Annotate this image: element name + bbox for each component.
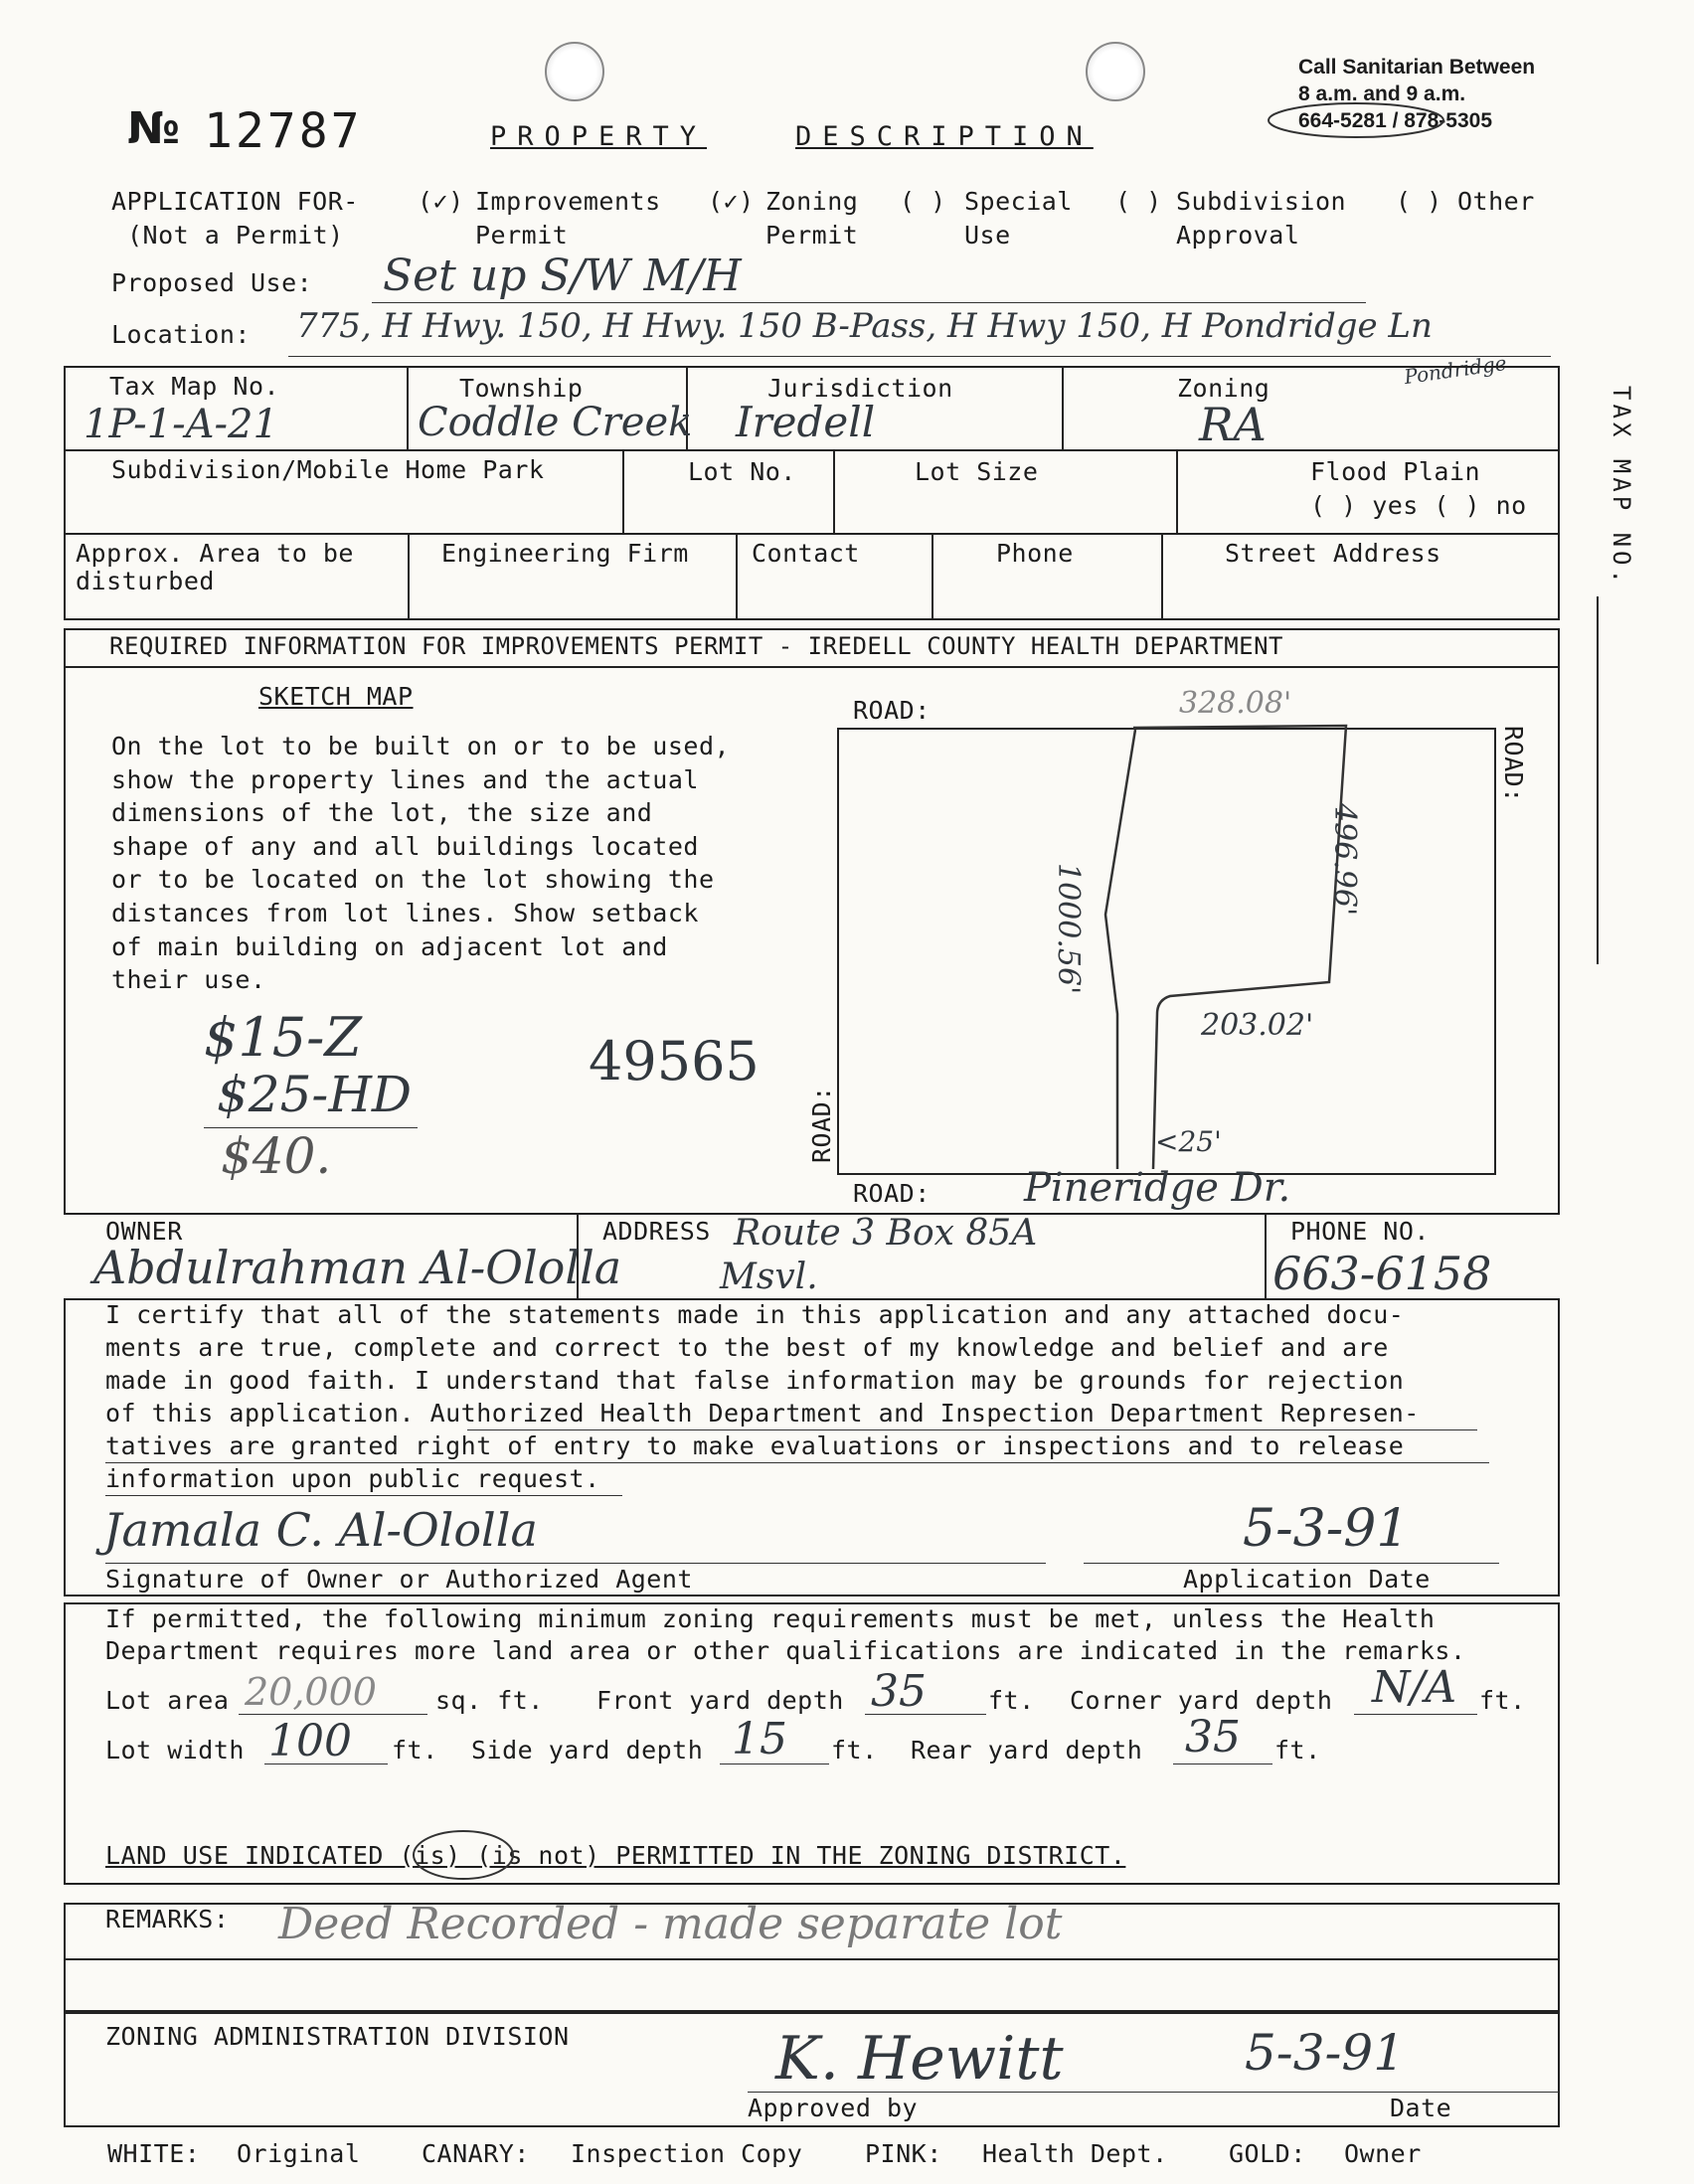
flood-plain-label: Flood Plain xyxy=(1310,457,1481,486)
corner-ft-label: ft. xyxy=(1479,1686,1526,1715)
use-label: Use xyxy=(964,221,1011,250)
rear-yard-label: Rear yard depth xyxy=(911,1736,1143,1764)
lot-area-label: Lot area xyxy=(105,1686,230,1715)
flood-plain-options[interactable]: ( ) yes ( ) no xyxy=(1310,491,1527,520)
certification-line: ments are true, complete and correct to the best of my knowledge and belief and are xyxy=(105,1333,1389,1362)
lot-no-label: Lot No. xyxy=(688,457,796,486)
footer-white-value: Original xyxy=(237,2139,361,2168)
township-value[interactable]: Coddle Creek xyxy=(418,400,693,445)
area-disturbed-label-2: disturbed xyxy=(76,567,215,595)
road-label-right: ROAD: xyxy=(1499,726,1528,803)
grid-col-divider xyxy=(408,533,410,620)
jurisdiction-label: Jurisdiction xyxy=(767,374,953,403)
lot-size-label: Lot Size xyxy=(915,457,1039,486)
punch-hole-right xyxy=(1086,42,1145,101)
approved-by-label: Approved by xyxy=(748,2094,919,2122)
instruction-line: distances from lot lines. Show setback xyxy=(111,898,699,927)
application-for-label: APPLICATION FOR- xyxy=(111,187,359,216)
not-a-permit-label: (Not a Permit) xyxy=(127,221,344,250)
tax-map-side-line xyxy=(1597,596,1599,964)
tax-map-value[interactable]: 1P-1-A-21 xyxy=(84,402,278,447)
location-line xyxy=(288,356,1551,357)
footer-white-label: WHITE: xyxy=(107,2139,201,2168)
address-line2[interactable]: Msvl. xyxy=(720,1257,818,1297)
instruction-line: On the lot to be built on or to be used, xyxy=(111,732,731,760)
fee-zoning: $15-Z xyxy=(204,1006,362,1069)
sketch-map-title: SKETCH MAP xyxy=(258,682,414,711)
corner-yard-label: Corner yard depth xyxy=(1070,1686,1333,1715)
proposed-use-line xyxy=(372,302,1366,303)
certification-line: I certify that all of the statements made in this application and any attached docu- xyxy=(105,1300,1405,1329)
improvements-label: Improvements xyxy=(475,187,661,216)
footer-canary-label: CANARY: xyxy=(422,2139,530,2168)
footer-gold-label: GOLD: xyxy=(1229,2139,1306,2168)
signature-label: Signature of Owner or Authorized Agent xyxy=(105,1565,693,1594)
is-circle-mark[interactable] xyxy=(406,1825,525,1885)
sketch-instructions xyxy=(111,730,730,997)
lot-width-label: Lot width xyxy=(105,1736,245,1764)
lot-outline-drawing xyxy=(837,716,1513,1193)
signature-line xyxy=(105,1563,1046,1564)
fee-health-dept: $25-HD xyxy=(217,1066,413,1123)
instruction-line: their use. xyxy=(111,965,266,995)
grid-col-divider xyxy=(833,449,835,533)
fee-total: $40. xyxy=(221,1127,332,1185)
lot-area-value[interactable]: 20,000 xyxy=(245,1670,377,1714)
footer-canary-value: Inspection Copy xyxy=(571,2139,803,2168)
engineering-firm-label: Engineering Firm xyxy=(441,539,689,568)
call-sanitarian-line1: Call Sanitarian Between xyxy=(1298,56,1536,79)
authorized-underline xyxy=(105,1462,1489,1463)
application-date-value[interactable]: 5-3-91 xyxy=(1243,1499,1410,1559)
township-label: Township xyxy=(459,374,584,403)
form-number-symbol: № xyxy=(127,103,180,154)
road-label-left: ROAD: xyxy=(807,1086,836,1163)
owner-label: OWNER xyxy=(105,1217,183,1246)
rear-yard-value[interactable]: 35 xyxy=(1185,1712,1241,1763)
dimension-left: 1000.56' xyxy=(1051,863,1086,995)
stamp-number: 49565 xyxy=(589,1030,760,1092)
application-date-line xyxy=(1084,1563,1499,1564)
punch-hole-left xyxy=(545,42,604,101)
dimension-middle: 203.02' xyxy=(1201,1008,1314,1043)
remarks-value[interactable]: Deed Recorded - made separate lot xyxy=(278,1899,1063,1949)
location-label: Location: xyxy=(111,320,251,349)
dimension-top: 328.08' xyxy=(1179,686,1292,721)
instruction-line: show the property lines and the actual xyxy=(111,764,699,794)
grid-col-divider xyxy=(1176,449,1178,533)
grid-col-divider xyxy=(407,366,409,449)
side-yard-label: Side yard depth xyxy=(471,1736,704,1764)
road-bottom-name: Pineridge Dr. xyxy=(1024,1165,1291,1211)
form-number: 12787 xyxy=(204,103,363,159)
dimension-bottom: <25' xyxy=(1155,1125,1222,1158)
title-description: DESCRIPTION xyxy=(795,121,1094,152)
grid-row-divider-2 xyxy=(64,533,1560,535)
certification-line: information upon public request. xyxy=(105,1464,600,1493)
improvements-permit-checkbox[interactable]: (✓) xyxy=(418,187,464,216)
front-ft-label: ft. xyxy=(988,1686,1035,1715)
application-date-label: Application Date xyxy=(1183,1565,1431,1594)
special-label: Special xyxy=(964,187,1073,216)
authorized-underline xyxy=(467,1429,1477,1430)
certification-text xyxy=(105,1298,1420,1495)
area-disturbed-label: Approx. Area to be xyxy=(76,539,354,568)
land-use-statement: LAND USE INDICATED (is) (is not) PERMITTED IN THE ZONING DISTRICT. xyxy=(105,1841,1126,1870)
zoning-field-label: Zoning xyxy=(1177,374,1270,403)
remarks-line xyxy=(64,1958,1560,1960)
location-extra-note: Pondridge xyxy=(1402,350,1508,390)
owner-signature[interactable]: Jamala C. Al-Ololla xyxy=(103,1503,538,1557)
jurisdiction-value[interactable]: Iredell xyxy=(736,398,876,446)
zoning-req-line1: If permitted, the following minimum zoning requirements must be met, unless the Health xyxy=(105,1604,1436,1633)
instruction-line: dimensions of the lot, the size and xyxy=(111,798,653,828)
proposed-use-value[interactable]: Set up S/W M/H xyxy=(383,251,742,301)
subdivision-label: Subdivision xyxy=(1176,187,1347,216)
certification-line: tatives are granted right of entry to make evaluations or inspections and to release xyxy=(105,1431,1405,1460)
call-sanitarian-line2: 8 a.m. and 9 a.m. xyxy=(1298,83,1466,105)
tax-map-side-label: TAX MAP NO. xyxy=(1608,386,1635,588)
proposed-use-label: Proposed Use: xyxy=(111,268,313,297)
corner-yard-value[interactable]: N/A xyxy=(1372,1662,1457,1713)
phone-no-value[interactable]: 663-6158 xyxy=(1272,1247,1492,1300)
tax-map-label: Tax Map No. xyxy=(109,372,280,401)
lot-area-line xyxy=(239,1714,427,1715)
zoning-permit-label: Permit xyxy=(765,221,859,250)
subdivision-approval-checkbox[interactable]: ( ) xyxy=(1115,187,1162,216)
certification-line: of this application. Authorized Health Department and Inspection Department Represen- xyxy=(105,1399,1420,1428)
grid-col-divider xyxy=(1062,366,1064,449)
other-label: Other xyxy=(1457,187,1535,216)
approval-line xyxy=(748,2092,1559,2093)
dimension-right: 496.96' xyxy=(1327,803,1362,917)
improvements-header-divider xyxy=(64,666,1560,668)
zoning-value[interactable]: RA xyxy=(1199,398,1267,451)
side-ft-label: ft. xyxy=(831,1736,878,1764)
improvements-header: REQUIRED INFORMATION FOR IMPROVEMENTS PERMIT - IREDELL COUNTY HEALTH DEPARTMENT xyxy=(109,632,1283,660)
front-yard-value[interactable]: 35 xyxy=(871,1666,927,1717)
front-yard-label: Front yard depth xyxy=(596,1686,844,1715)
corner-yard-line xyxy=(1354,1714,1477,1715)
authorized-underline xyxy=(105,1495,622,1496)
approved-by-signature[interactable]: K. Hewitt xyxy=(775,2024,1064,2094)
approval-date-label: Date xyxy=(1390,2094,1452,2122)
road-label-bottom: ROAD: xyxy=(853,1179,931,1208)
grid-col-divider xyxy=(622,449,624,533)
zoning-admin-label: ZONING ADMINISTRATION DIVISION xyxy=(105,2022,570,2051)
lot-width-value[interactable]: 100 xyxy=(268,1716,352,1766)
road-label-top: ROAD: xyxy=(853,696,931,725)
address-line1[interactable]: Route 3 Box 85A xyxy=(734,1213,1038,1254)
owner-value[interactable]: Abdulrahman Al-Ololla xyxy=(93,1241,622,1294)
instruction-line: shape of any and all buildings located xyxy=(111,831,699,861)
other-checkbox[interactable]: ( ) xyxy=(1396,187,1442,216)
sqft-label: sq. ft. xyxy=(435,1686,544,1715)
approval-date-value[interactable]: 5-3-91 xyxy=(1245,2024,1406,2082)
grid-col-divider xyxy=(736,533,738,620)
grid-row-divider-1 xyxy=(64,449,1560,451)
approval-label: Approval xyxy=(1176,221,1300,250)
title-property: PROPERTY xyxy=(490,121,708,152)
zoning-permit-checkbox[interactable]: (✓) xyxy=(708,187,755,216)
footer-gold-value: Owner xyxy=(1344,2139,1422,2168)
footer-pink-label: PINK: xyxy=(865,2139,942,2168)
grid-col-divider xyxy=(1161,533,1163,620)
address-label: ADDRESS xyxy=(602,1217,711,1246)
phone-no-label: PHONE NO. xyxy=(1290,1217,1430,1246)
contact-label: Contact xyxy=(752,539,860,568)
instruction-line: of main building on adjacent lot and xyxy=(111,931,668,961)
lot-width-ft-label: ft. xyxy=(392,1736,438,1764)
rear-ft-label: ft. xyxy=(1274,1736,1321,1764)
improvements-permit-label: Permit xyxy=(475,221,569,250)
owner-col-divider xyxy=(1265,1215,1267,1298)
zoning-label: Zoning xyxy=(765,187,859,216)
subdivision-park-label: Subdivision/Mobile Home Park xyxy=(111,455,545,484)
location-value[interactable]: 775, H Hwy. 150, H Hwy. 150 B-Pass, H Hwy 150, H Pondridge Ln xyxy=(296,306,1433,346)
call-sanitarian-phones: 664-5281 / 878-5305 xyxy=(1298,109,1492,132)
footer-pink-value: Health Dept. xyxy=(982,2139,1168,2168)
phone-circle-mark xyxy=(1265,95,1463,145)
instruction-line: or to be located on the lot showing the xyxy=(111,865,715,895)
grid-col-divider xyxy=(932,533,933,620)
street-address-label: Street Address xyxy=(1225,539,1441,568)
special-use-checkbox[interactable]: ( ) xyxy=(900,187,946,216)
certification-line: made in good faith. I understand that false information may be grounds for rejection xyxy=(105,1366,1405,1395)
remarks-label: REMARKS: xyxy=(105,1905,230,1933)
side-yard-value[interactable]: 15 xyxy=(732,1714,787,1764)
zoning-req-line2: Department requires more land area or other qualifications are indicated in the remarks. xyxy=(105,1636,1466,1665)
phone-label: Phone xyxy=(996,539,1074,568)
